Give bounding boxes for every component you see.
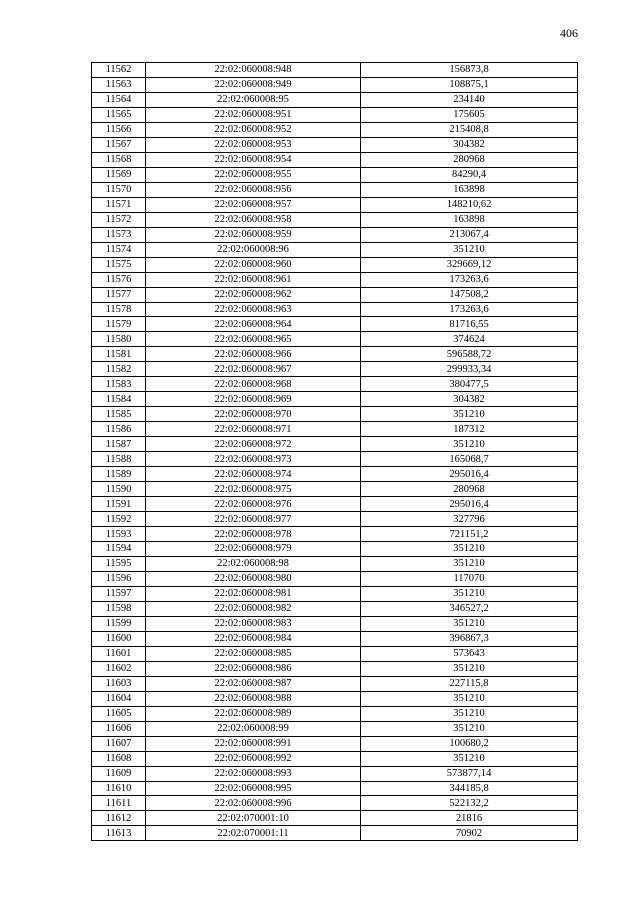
value-cell: 522132,2 (361, 796, 578, 811)
value-cell: 329669,12 (361, 257, 578, 272)
table-row (92, 646, 578, 661)
table-row (92, 362, 578, 377)
value-cell: 351210 (361, 407, 578, 422)
row-number-cell: 11567 (92, 137, 146, 152)
value-cell: 380477,5 (361, 377, 578, 392)
cadastral-number-cell: 22:02:060008:985 (146, 646, 361, 661)
table-body (92, 63, 578, 841)
table-row (92, 197, 578, 212)
table-row (92, 482, 578, 497)
value-cell: 117070 (361, 571, 578, 586)
value-cell: 227115,8 (361, 676, 578, 691)
row-number-cell: 11577 (92, 287, 146, 302)
value-cell: 108875,1 (361, 77, 578, 92)
row-number-cell: 11569 (92, 167, 146, 182)
value-cell: 573877,14 (361, 766, 578, 781)
row-number-cell: 11599 (92, 616, 146, 631)
table-row (92, 272, 578, 287)
value-cell: 374624 (361, 332, 578, 347)
table-row (92, 676, 578, 691)
value-cell: 234140 (361, 92, 578, 107)
table-row (92, 556, 578, 571)
table-row (92, 182, 578, 197)
value-cell: 304382 (361, 392, 578, 407)
cadastral-number-cell: 22:02:070001:10 (146, 811, 361, 826)
cadastral-number-cell: 22:02:060008:964 (146, 317, 361, 332)
value-cell: 573643 (361, 646, 578, 661)
cadastral-number-cell: 22:02:060008:977 (146, 512, 361, 527)
value-cell: 351210 (361, 542, 578, 557)
table-row (92, 571, 578, 586)
value-cell: 596588,72 (361, 347, 578, 362)
row-number-cell: 11568 (92, 152, 146, 167)
table-row (92, 332, 578, 347)
cadastral-number-cell: 22:02:060008:973 (146, 452, 361, 467)
table-row (92, 721, 578, 736)
row-number-cell: 11572 (92, 212, 146, 227)
table-row (92, 287, 578, 302)
value-cell: 295016,4 (361, 497, 578, 512)
row-number-cell: 11583 (92, 377, 146, 392)
cadastral-number-cell: 22:02:060008:975 (146, 482, 361, 497)
cadastral-number-cell: 22:02:060008:981 (146, 586, 361, 601)
cadastral-number-cell: 22:02:060008:968 (146, 377, 361, 392)
table-row (92, 257, 578, 272)
table-row (92, 317, 578, 332)
row-number-cell: 11564 (92, 92, 146, 107)
row-number-cell: 11570 (92, 182, 146, 197)
value-cell: 304382 (361, 137, 578, 152)
cadastral-number-cell: 22:02:060008:993 (146, 766, 361, 781)
cadastral-number-cell: 22:02:060008:955 (146, 167, 361, 182)
table-row (92, 512, 578, 527)
table-row (92, 422, 578, 437)
row-number-cell: 11565 (92, 107, 146, 122)
row-number-cell: 11612 (92, 811, 146, 826)
row-number-cell: 11592 (92, 512, 146, 527)
table-row (92, 467, 578, 482)
cadastral-number-cell: 22:02:060008:991 (146, 736, 361, 751)
row-number-cell: 11591 (92, 497, 146, 512)
cadastral-number-cell: 22:02:060008:996 (146, 796, 361, 811)
row-number-cell: 11611 (92, 796, 146, 811)
cadastral-number-cell: 22:02:060008:962 (146, 287, 361, 302)
cadastral-number-cell: 22:02:060008:995 (146, 781, 361, 796)
cadastral-number-cell: 22:02:060008:978 (146, 527, 361, 542)
cadastral-number-cell: 22:02:060008:979 (146, 542, 361, 557)
table-row (92, 527, 578, 542)
table-row (92, 796, 578, 811)
cadastral-number-cell: 22:02:060008:956 (146, 182, 361, 197)
table-row (92, 452, 578, 467)
cadastral-number-cell: 22:02:060008:99 (146, 721, 361, 736)
value-cell: 351210 (361, 616, 578, 631)
row-number-cell: 11607 (92, 736, 146, 751)
table-row (92, 407, 578, 422)
row-number-cell: 11597 (92, 586, 146, 601)
row-number-cell: 11596 (92, 571, 146, 586)
table-row (92, 152, 578, 167)
value-cell: 280968 (361, 152, 578, 167)
value-cell: 163898 (361, 212, 578, 227)
value-cell: 351210 (361, 556, 578, 571)
row-number-cell: 11584 (92, 392, 146, 407)
value-cell: 346527,2 (361, 601, 578, 616)
row-number-cell: 11563 (92, 77, 146, 92)
row-number-cell: 11590 (92, 482, 146, 497)
row-number-cell: 11589 (92, 467, 146, 482)
row-number-cell: 11605 (92, 706, 146, 721)
row-number-cell: 11601 (92, 646, 146, 661)
value-cell: 721151,2 (361, 527, 578, 542)
table-row (92, 347, 578, 362)
cadastral-number-cell: 22:02:060008:959 (146, 227, 361, 242)
table-row (92, 302, 578, 317)
cadastral-number-cell: 22:02:060008:989 (146, 706, 361, 721)
table-row (92, 751, 578, 766)
value-cell: 327796 (361, 512, 578, 527)
table-row (92, 392, 578, 407)
cadastral-number-cell: 22:02:060008:958 (146, 212, 361, 227)
cadastral-number-cell: 22:02:060008:976 (146, 497, 361, 512)
table-row (92, 661, 578, 676)
value-cell: 351210 (361, 437, 578, 452)
table-row (92, 167, 578, 182)
cadastral-number-cell: 22:02:060008:971 (146, 422, 361, 437)
value-cell: 351210 (361, 691, 578, 706)
cadastral-number-cell: 22:02:060008:954 (146, 152, 361, 167)
value-cell: 100680,2 (361, 736, 578, 751)
value-cell: 187312 (361, 422, 578, 437)
cadastral-number-cell: 22:02:060008:952 (146, 122, 361, 137)
row-number-cell: 11573 (92, 227, 146, 242)
row-number-cell: 11580 (92, 332, 146, 347)
table-row (92, 542, 578, 557)
cadastral-number-cell: 22:02:060008:992 (146, 751, 361, 766)
value-cell: 351210 (361, 242, 578, 257)
cadastral-number-cell: 22:02:060008:963 (146, 302, 361, 317)
row-number-cell: 11585 (92, 407, 146, 422)
cadastral-number-cell: 22:02:060008:974 (146, 467, 361, 482)
table-row (92, 826, 578, 841)
cadastral-number-cell: 22:02:060008:966 (146, 347, 361, 362)
value-cell: 173263,6 (361, 272, 578, 287)
table-row (92, 631, 578, 646)
row-number-cell: 11594 (92, 542, 146, 557)
row-number-cell: 11566 (92, 122, 146, 137)
row-number-cell: 11582 (92, 362, 146, 377)
value-cell: 351210 (361, 751, 578, 766)
value-cell: 351210 (361, 586, 578, 601)
cadastral-number-cell: 22:02:060008:986 (146, 661, 361, 676)
cadastral-number-cell: 22:02:060008:957 (146, 197, 361, 212)
value-cell: 396867,3 (361, 631, 578, 646)
page-number: 406 (560, 26, 578, 40)
table-row (92, 586, 578, 601)
cadastral-number-cell: 22:02:060008:983 (146, 616, 361, 631)
row-number-cell: 11606 (92, 721, 146, 736)
value-cell: 295016,4 (361, 467, 578, 482)
value-cell: 173263,6 (361, 302, 578, 317)
row-number-cell: 11604 (92, 691, 146, 706)
row-number-cell: 11575 (92, 257, 146, 272)
cadastral-number-cell: 22:02:060008:988 (146, 691, 361, 706)
row-number-cell: 11609 (92, 766, 146, 781)
cadastral-number-cell: 22:02:060008:95 (146, 92, 361, 107)
cadastral-number-cell: 22:02:060008:987 (146, 676, 361, 691)
value-cell: 165068,7 (361, 452, 578, 467)
row-number-cell: 11576 (92, 272, 146, 287)
table-row (92, 212, 578, 227)
table-row (92, 811, 578, 826)
cadastral-number-cell: 22:02:060008:969 (146, 392, 361, 407)
row-number-cell: 11593 (92, 527, 146, 542)
cadastral-number-cell: 22:02:060008:972 (146, 437, 361, 452)
cadastral-number-cell: 22:02:060008:984 (146, 631, 361, 646)
table-row (92, 63, 578, 78)
table-row (92, 227, 578, 242)
value-cell: 84290,4 (361, 167, 578, 182)
cadastral-number-cell: 22:02:060008:953 (146, 137, 361, 152)
cadastral-number-cell: 22:02:060008:970 (146, 407, 361, 422)
table-row (92, 706, 578, 721)
cadastral-number-cell: 22:02:060008:982 (146, 601, 361, 616)
row-number-cell: 11562 (92, 63, 146, 78)
value-cell: 299933,34 (361, 362, 578, 377)
table-row (92, 616, 578, 631)
table-row (92, 437, 578, 452)
registry-table (91, 62, 578, 841)
value-cell: 70902 (361, 826, 578, 841)
cadastral-number-cell: 22:02:060008:960 (146, 257, 361, 272)
row-number-cell: 11586 (92, 422, 146, 437)
table-row (92, 77, 578, 92)
value-cell: 351210 (361, 661, 578, 676)
value-cell: 148210,62 (361, 197, 578, 212)
row-number-cell: 11610 (92, 781, 146, 796)
cadastral-number-cell: 22:02:060008:980 (146, 571, 361, 586)
cadastral-number-cell: 22:02:070001:11 (146, 826, 361, 841)
cadastral-number-cell: 22:02:060008:961 (146, 272, 361, 287)
row-number-cell: 11602 (92, 661, 146, 676)
cadastral-number-cell: 22:02:060008:967 (146, 362, 361, 377)
row-number-cell: 11574 (92, 242, 146, 257)
row-number-cell: 11571 (92, 197, 146, 212)
value-cell: 81716,55 (361, 317, 578, 332)
value-cell: 215408,8 (361, 122, 578, 137)
table-row (92, 377, 578, 392)
value-cell: 351210 (361, 721, 578, 736)
row-number-cell: 11600 (92, 631, 146, 646)
row-number-cell: 11608 (92, 751, 146, 766)
cadastral-number-cell: 22:02:060008:965 (146, 332, 361, 347)
table-row (92, 242, 578, 257)
row-number-cell: 11613 (92, 826, 146, 841)
cadastral-number-cell: 22:02:060008:98 (146, 556, 361, 571)
table-row (92, 122, 578, 137)
value-cell: 156873,8 (361, 63, 578, 78)
row-number-cell: 11603 (92, 676, 146, 691)
row-number-cell: 11581 (92, 347, 146, 362)
table-row (92, 497, 578, 512)
cadastral-number-cell: 22:02:060008:96 (146, 242, 361, 257)
table-row (92, 107, 578, 122)
table-row (92, 781, 578, 796)
row-number-cell: 11598 (92, 601, 146, 616)
value-cell: 213067,4 (361, 227, 578, 242)
row-number-cell: 11578 (92, 302, 146, 317)
table-row (92, 766, 578, 781)
value-cell: 175605 (361, 107, 578, 122)
row-number-cell: 11587 (92, 437, 146, 452)
value-cell: 163898 (361, 182, 578, 197)
table-row (92, 601, 578, 616)
table-row (92, 736, 578, 751)
table-row (92, 691, 578, 706)
row-number-cell: 11588 (92, 452, 146, 467)
value-cell: 147508,2 (361, 287, 578, 302)
value-cell: 21816 (361, 811, 578, 826)
value-cell: 344185,8 (361, 781, 578, 796)
table-row (92, 137, 578, 152)
table-row (92, 92, 578, 107)
cadastral-number-cell: 22:02:060008:951 (146, 107, 361, 122)
row-number-cell: 11579 (92, 317, 146, 332)
row-number-cell: 11595 (92, 556, 146, 571)
cadastral-number-cell: 22:02:060008:949 (146, 77, 361, 92)
cadastral-number-cell: 22:02:060008:948 (146, 63, 361, 78)
value-cell: 280968 (361, 482, 578, 497)
value-cell: 351210 (361, 706, 578, 721)
